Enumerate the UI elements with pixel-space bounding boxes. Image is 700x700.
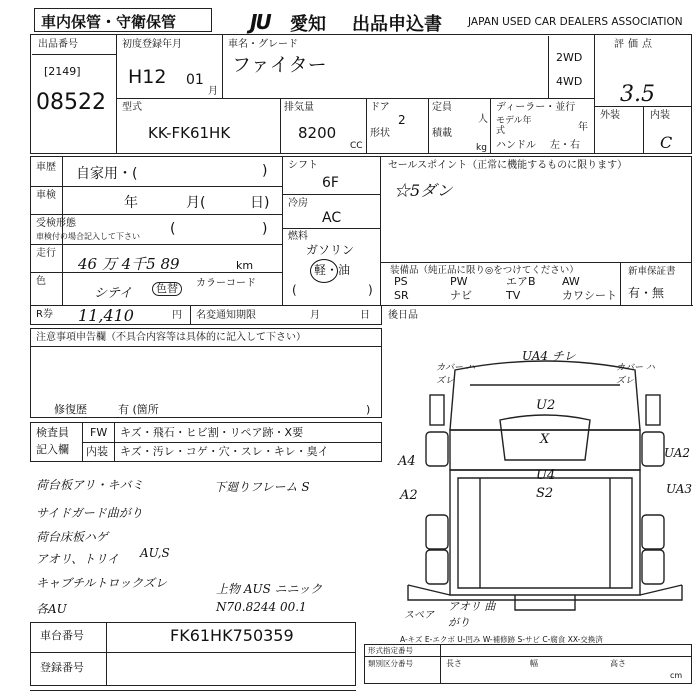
received-close: ) bbox=[262, 221, 268, 237]
inspection-label: 車検 bbox=[36, 190, 56, 201]
diagram-ua2: UA2 bbox=[664, 446, 691, 460]
fw-items: キズ・飛石・ヒビ割・リペア跡・X要 bbox=[120, 426, 304, 439]
in-items: キズ・汚レ・コゲ・穴・スレ・キレ・臭イ bbox=[120, 445, 329, 458]
equip-label: 装備品（純正品に限り◎をつけてください） bbox=[390, 265, 579, 276]
inspection-day: 日) bbox=[250, 195, 270, 211]
dimension-box bbox=[364, 644, 692, 684]
checker-label: 検査員 bbox=[36, 426, 69, 439]
history-close: ) bbox=[262, 163, 268, 179]
diagram-spare: スペア bbox=[404, 610, 434, 621]
length-label: 長さ bbox=[446, 659, 462, 668]
handwritten-note-line: 上物 AUS ニニック bbox=[216, 582, 323, 596]
color-code-label: カラーコード bbox=[196, 278, 256, 289]
diagram-aori: アオリ 曲がり bbox=[448, 600, 496, 629]
drive-4wd: 4WD bbox=[556, 75, 583, 88]
capacity-unit: 人 bbox=[478, 114, 488, 125]
color-value: シテイ bbox=[94, 286, 133, 301]
diagram-x: X bbox=[540, 432, 550, 447]
association-name: JAPAN USED CAR DEALERS ASSOCIATION bbox=[468, 16, 683, 28]
ju-logo bbox=[250, 10, 286, 32]
fuel-paren: ( bbox=[292, 283, 297, 297]
storage-badge bbox=[34, 8, 212, 32]
diagram-left-note: カバー ハズレ bbox=[436, 363, 475, 386]
type-label: 型式 bbox=[122, 102, 142, 113]
inspection-year: 年 bbox=[124, 195, 138, 211]
fuel-close: ) bbox=[368, 283, 373, 297]
handwritten-note-line: 下廻りフレーム S bbox=[214, 480, 310, 494]
ac-value: AC bbox=[322, 210, 342, 226]
mileage-unit: km bbox=[236, 259, 254, 272]
selling-label: セールスポイント（正常に機能するものに限ります） bbox=[388, 160, 628, 171]
handwritten-note-line: キャブチルトロックズレ bbox=[36, 576, 168, 590]
diagram-a2: A2 bbox=[400, 488, 418, 503]
load-unit: kg bbox=[476, 143, 487, 153]
selling-value: ☆5ダン bbox=[394, 181, 453, 200]
mileage-value: 46 万 4千5 89 bbox=[78, 255, 180, 273]
reg-era: H12 bbox=[128, 66, 167, 88]
r-unit: 円 bbox=[172, 310, 182, 321]
repair-close: ) bbox=[366, 403, 371, 416]
lot-number: 08522 bbox=[36, 90, 106, 115]
disp-value: 8200 bbox=[298, 124, 337, 142]
damage-legend: A-キズ E-エクボ U-凹み W-補修跡 S-サビ C-腐食 XX-交換済 bbox=[400, 635, 603, 644]
reg-month: 01 bbox=[186, 72, 204, 88]
equip-item: PS bbox=[394, 275, 408, 288]
dealer-label: ディーラー・並行 bbox=[496, 102, 576, 113]
width-label: 幅 bbox=[530, 659, 538, 668]
handwritten-note-line: N70.8244 00.1 bbox=[216, 600, 307, 614]
color-swap-label: 色替 bbox=[152, 282, 182, 296]
history-value: 自家用・( bbox=[76, 166, 138, 182]
form-title: 出品申込書 bbox=[352, 14, 442, 35]
repair-value: 有 (箇所 bbox=[118, 403, 159, 416]
diagram-right-note: カバー ハズレ bbox=[616, 363, 655, 386]
handwritten-note-line: サイドガード曲がり bbox=[36, 506, 143, 520]
owner-label: 後日品 bbox=[388, 310, 418, 321]
inspection-month: 月( bbox=[186, 195, 206, 211]
mileage-label: 走行 bbox=[36, 248, 56, 259]
equip-item: TV bbox=[506, 289, 521, 302]
top-info-grid bbox=[30, 34, 692, 154]
car-name: ファイター bbox=[232, 54, 327, 76]
org-name: 愛知 bbox=[290, 14, 326, 35]
notice-label: 名変通知期限 bbox=[196, 310, 256, 321]
storage-badge-text: 車内保管・守衛保管 bbox=[41, 13, 177, 31]
door-label: ドア bbox=[370, 102, 390, 113]
handwritten-note-line: 荷台板アリ・キバミ bbox=[36, 478, 144, 492]
load-label: 積載 bbox=[432, 128, 452, 139]
drive-2wd: 2WD bbox=[556, 51, 583, 64]
history-label: 車歴 bbox=[36, 162, 56, 173]
in-label: 内装 bbox=[86, 445, 108, 458]
fuel-alt: 軽・油 bbox=[314, 263, 351, 277]
diagram-u2: U2 bbox=[536, 398, 556, 413]
received-note: 車検付の場合記入して下さい bbox=[36, 232, 140, 241]
ac-label: 冷房 bbox=[288, 198, 308, 209]
repair-label: 修復歴 bbox=[54, 403, 87, 416]
disp-unit: CC bbox=[350, 141, 363, 151]
lot-label: 出品番号 bbox=[38, 39, 78, 50]
handwritten-note-line: AU,S bbox=[140, 546, 170, 560]
handwritten-note-line: 各AU bbox=[36, 602, 67, 616]
received-label: 受検形態 bbox=[36, 218, 76, 229]
r-value: 11,410 bbox=[78, 306, 134, 325]
fw-label: FW bbox=[90, 426, 108, 439]
model-label: 車名・グレード bbox=[228, 39, 298, 50]
ju-logo-mark: JU bbox=[250, 10, 270, 34]
received-paren: ( bbox=[170, 221, 176, 237]
equip-grid bbox=[388, 276, 616, 305]
diagram-a4: A4 bbox=[398, 454, 416, 469]
equip-item: AW bbox=[562, 275, 580, 288]
door-value: 2 bbox=[398, 113, 406, 127]
shift-label: シフト bbox=[288, 160, 318, 171]
shift-value: 6F bbox=[322, 175, 339, 191]
lot-small: [2149] bbox=[44, 65, 81, 78]
caution-label: 注意事項申告欄（不具合内容等は具体的に記入して下さい） bbox=[36, 332, 306, 343]
model-year-label: モデル年式 bbox=[496, 116, 532, 136]
height-label: 高さ bbox=[610, 659, 626, 668]
chassis-value: FK61HK750359 bbox=[170, 626, 294, 645]
int-label: 内装 bbox=[650, 110, 670, 121]
year-unit: 年 bbox=[578, 122, 588, 133]
warranty-label: 新車保証書 bbox=[628, 266, 676, 277]
disp-label: 排気量 bbox=[284, 102, 314, 113]
equip-item: カワシート bbox=[562, 289, 617, 302]
shape-label: 形状 bbox=[370, 128, 390, 139]
handle-value: 左・右 bbox=[550, 140, 580, 151]
diagram-s2: S2 bbox=[536, 486, 554, 501]
ext-label: 外装 bbox=[600, 110, 620, 121]
equip-item: ナビ bbox=[450, 289, 472, 302]
diagram-top-note: UA4 チレ bbox=[522, 349, 576, 363]
int-grade: C bbox=[660, 133, 673, 152]
score-label: 評価点 bbox=[614, 39, 656, 50]
chassis-label: 車台番号 bbox=[40, 629, 84, 642]
diagram-ua3: UA3 bbox=[666, 482, 693, 496]
fuel-value: ガソリン bbox=[306, 243, 355, 257]
score-value: 3.5 bbox=[620, 82, 655, 107]
warranty-value: 有・無 bbox=[628, 286, 665, 300]
fuel-label: 燃料 bbox=[288, 231, 308, 242]
diagram-u4: U4 bbox=[536, 468, 556, 483]
color-label: 色 bbox=[36, 276, 46, 287]
equip-item: SR bbox=[394, 289, 409, 302]
category-label: 類別区分番号 bbox=[368, 659, 413, 668]
handwritten-note-line: アオリ、トリイ bbox=[36, 552, 119, 566]
r-label: R券 bbox=[36, 309, 53, 320]
capacity-label: 定員 bbox=[432, 102, 452, 113]
notice-day: 日 bbox=[360, 310, 370, 321]
equip-item: PW bbox=[450, 275, 468, 288]
handwritten-note-line: 荷台床板ハゲ bbox=[36, 530, 109, 544]
reg-label: 登録番号 bbox=[40, 661, 84, 674]
type-value: KK-FK61HK bbox=[148, 124, 231, 142]
handle-label: ハンドル bbox=[496, 140, 536, 151]
reg-month-unit: 月 bbox=[208, 86, 218, 97]
entry-label: 記入欄 bbox=[36, 443, 69, 456]
dim-unit: cm bbox=[670, 671, 683, 680]
first-reg-label: 初度登録年月 bbox=[122, 39, 182, 50]
notice-month: 月 bbox=[310, 310, 320, 321]
type-designation-label: 形式指定番号 bbox=[368, 646, 413, 655]
equip-item: エアB bbox=[506, 275, 536, 288]
fuel-diesel-circle bbox=[310, 259, 338, 283]
